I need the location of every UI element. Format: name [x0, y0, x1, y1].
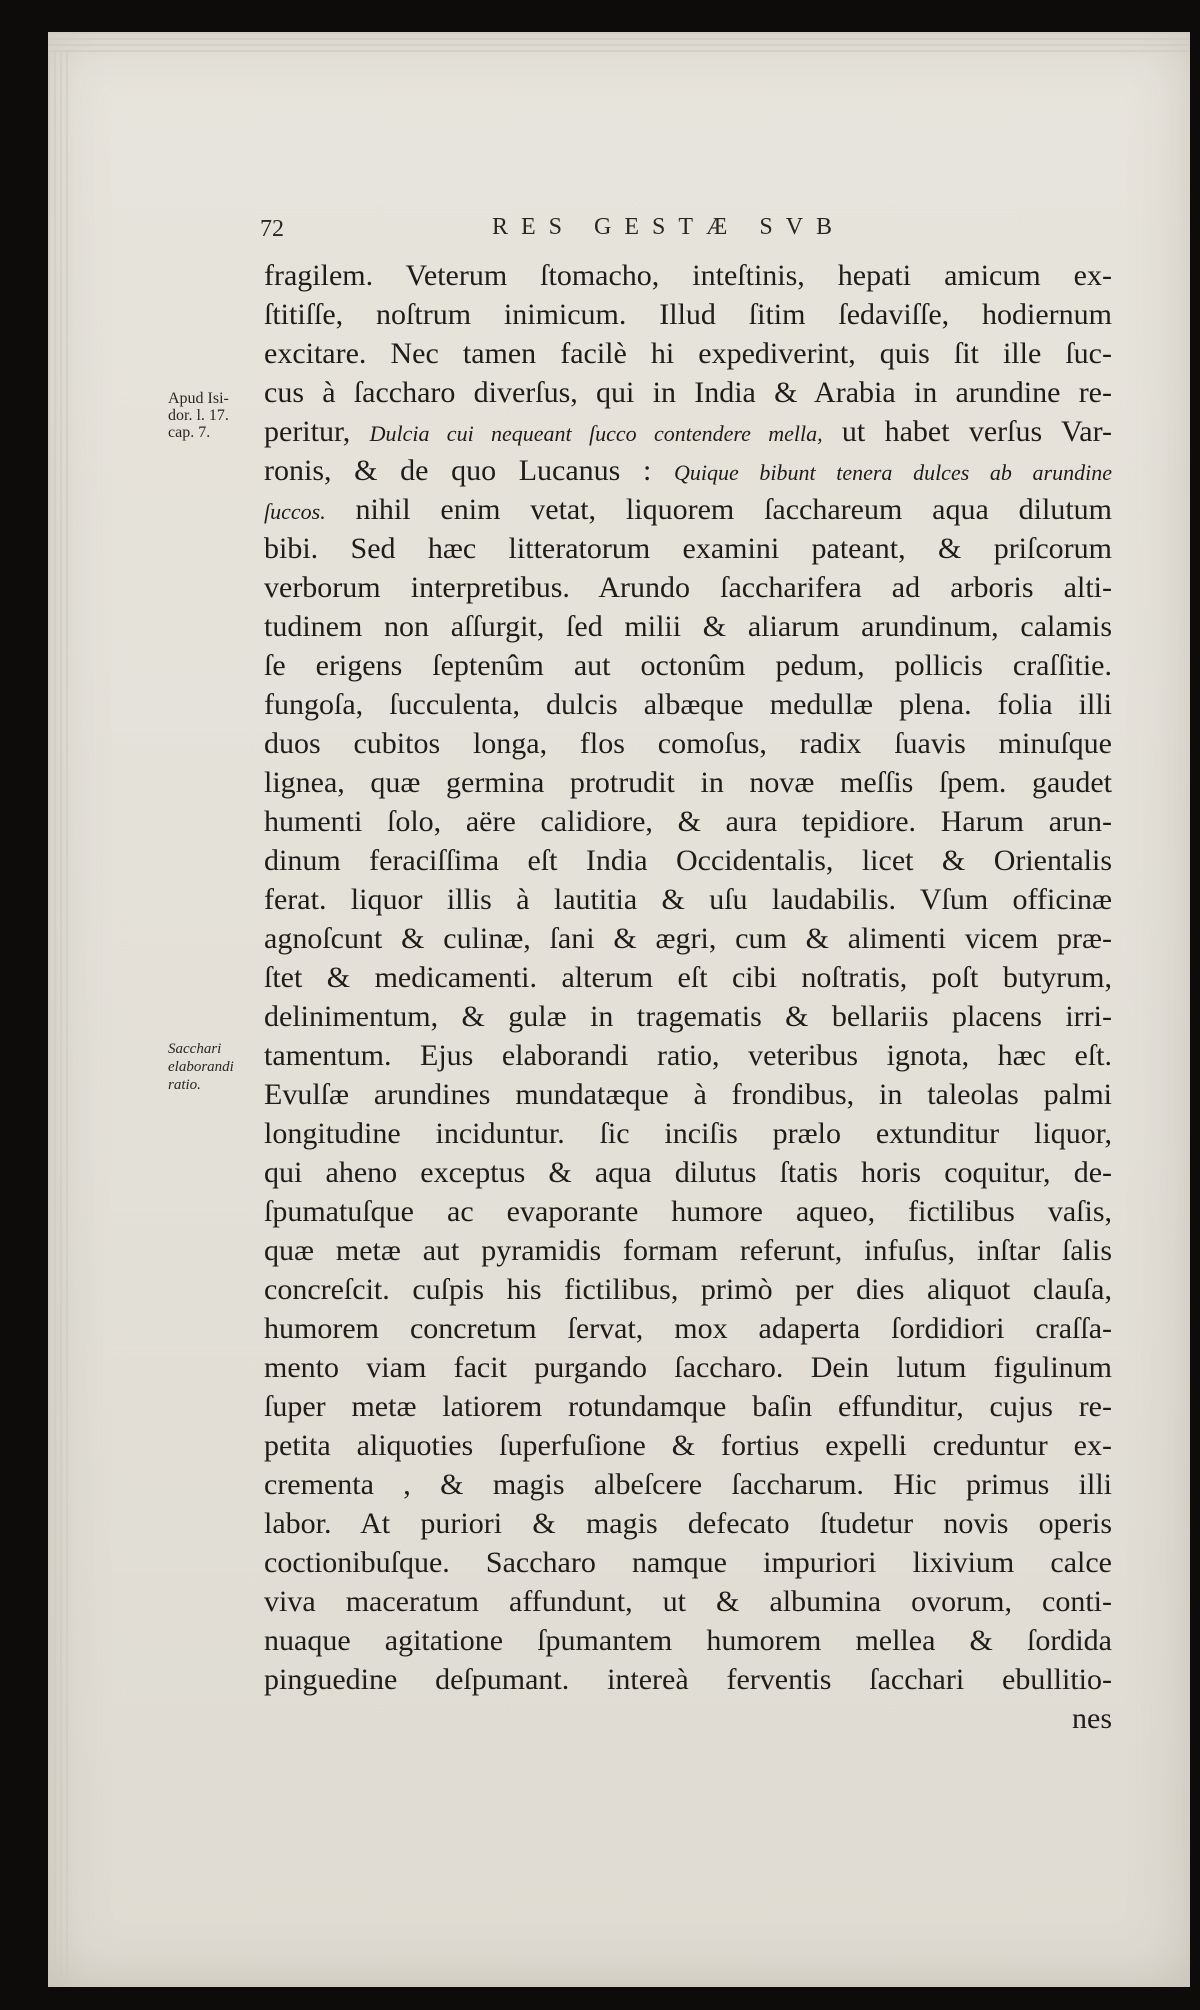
italic-quotation: Quique bibunt tenera dulces ab arundine: [673, 460, 1112, 485]
text-segment: humenti ſolo, aëre calidiore, & aura tepidiore. Harum arun-: [264, 805, 1112, 838]
page-edge: [48, 44, 1190, 46]
text-segment: pinguedine deſpumant. intereà ferventis ſacchari ebullitio-: [264, 1663, 1112, 1696]
text-segment: viva maceratum affundunt, ut & albumina ovorum, conti-: [264, 1585, 1112, 1618]
page-edge: [48, 32, 1190, 34]
text-line: [264, 607, 1112, 646]
text-line: [264, 1348, 1112, 1387]
margin-note-line: Sacchari: [168, 1041, 222, 1057]
text-segment: tamentum. Ejus elaborandi ratio, veteribus ignota, hæc eſt.: [264, 1039, 1112, 1072]
text-line: [264, 1582, 1112, 1621]
text-line: [264, 1387, 1112, 1426]
body-text: [264, 256, 1112, 1738]
text-line: [264, 685, 1112, 724]
text-line: [264, 1270, 1112, 1309]
text-segment: nihil enim vetat, liquorem ſacchareum aqua dilutum: [325, 493, 1112, 526]
text-segment: ſuper metæ latiorem rotundamque baſin effunditur, cujus re-: [264, 1390, 1112, 1423]
text-line: [264, 724, 1112, 763]
text-segment: bibi. Sed hæc litteratorum examini pateant, & priſcorum: [264, 532, 1112, 565]
text-line: [264, 1660, 1112, 1699]
page-edge: [54, 52, 56, 1987]
italic-quotation: Dulcia cui nequeant ſucco contendere mella,: [369, 421, 823, 446]
text-segment: longitudine inciduntur. ſic inciſis prælo extunditur liquor,: [264, 1117, 1112, 1150]
text-segment: fragilem. Veterum ſtomacho, inteſtinis, hepati amicum ex-: [264, 259, 1112, 292]
text-line: [264, 1621, 1112, 1660]
italic-quotation: ſuccos.: [264, 499, 326, 524]
text-segment: ſtitiſſe, noſtrum inimicum. Illud ſitim ſedaviſſe, hodiernum: [264, 298, 1112, 331]
text-line: [264, 1075, 1112, 1114]
text-segment: agnoſcunt & culinæ, ſani & ægri, cum & alimenti vicem præ-: [264, 922, 1112, 955]
text-line: [264, 1114, 1112, 1153]
text-line: [264, 568, 1112, 607]
text-segment: duos cubitos longa, flos comoſus, radix ſuavis minuſque: [264, 727, 1112, 760]
text-segment: cus à ſaccharo diverſus, qui in India & Arabia in arundine re-: [264, 376, 1112, 409]
text-line: [264, 763, 1112, 802]
margin-note-line: cap. 7.: [168, 424, 211, 441]
text-line: [264, 1231, 1112, 1270]
text-segment: peritur,: [264, 415, 370, 448]
margin-note-line: Apud Isi-: [168, 390, 229, 407]
text-line: [264, 880, 1112, 919]
text-line: [264, 412, 1112, 451]
text-line: [264, 1426, 1112, 1465]
text-segment: lignea, quæ germina protrudit in novæ meſſis ſpem. gaudet: [264, 766, 1112, 799]
text-line: [264, 919, 1112, 958]
text-segment: crementa , & magis albeſcere ſaccharum. Hic primus illi: [264, 1468, 1112, 1501]
margin-note-topic: [168, 1040, 260, 1094]
text-line: [264, 295, 1112, 334]
text-line: [264, 997, 1112, 1036]
text-line: [264, 1504, 1112, 1543]
page-edge: [48, 38, 1190, 40]
text-segment: nuaque agitatione ſpumantem humorem mellea & ſordida: [264, 1624, 1112, 1657]
margin-note-line: dor. l. 17.: [168, 407, 229, 424]
text-segment: verborum interpretibus. Arundo ſaccharifera ad arboris alti-: [264, 571, 1112, 604]
text-segment: coctionibuſque. Saccharo namque impuriori lixivium calce: [264, 1546, 1112, 1579]
text-segment: mento viam facit purgando ſaccharo. Dein lutum figulinum: [264, 1351, 1112, 1384]
text-line: [264, 1192, 1112, 1231]
text-segment: concreſcit. cuſpis his fictilibus, primò per dies aliquot clauſa,: [264, 1273, 1112, 1306]
text-line: [264, 841, 1112, 880]
text-segment: ut habet verſus Var-: [822, 415, 1112, 448]
text-segment: ſpumatuſque ac evaporante humore aqueo, fictilibus vaſis,: [264, 1195, 1112, 1228]
margin-note-line: elaborandi: [168, 1059, 234, 1075]
text-segment: Evulſæ arundines mundatæque à frondibus, in taleolas palmi: [264, 1078, 1112, 1111]
margin-note-line: ratio.: [168, 1077, 201, 1093]
text-line: [264, 646, 1112, 685]
text-line: [264, 1153, 1112, 1192]
text-segment: ronis, & de quo Lucanus :: [264, 454, 674, 487]
text-segment: dinum feraciſſima eſt India Occidentalis, licet & Orientalis: [264, 844, 1112, 877]
catchword: nes: [1072, 1702, 1112, 1735]
page-edge: [48, 50, 1190, 52]
text-line: [264, 1036, 1112, 1075]
running-head: RES GESTÆ SVB: [492, 214, 846, 240]
text-segment: labor. At puriori & magis defecato ſtudetur novis operis: [264, 1507, 1112, 1540]
page-header: [260, 216, 1140, 256]
page-edge: [66, 52, 68, 1987]
text-segment: ſe erigens ſeptenûm aut octonûm pedum, pollicis craſſitie.: [264, 649, 1112, 682]
text-segment: tudinem non aſſurgit, ſed milii & aliarum arundinum, calamis: [264, 610, 1112, 643]
text-segment: humorem concretum ſervat, mox adaperta ſordidiori craſſa-: [264, 1312, 1112, 1345]
text-segment: quæ metæ aut pyramidis formam referunt, infuſus, inſtar ſalis: [264, 1234, 1112, 1267]
page-edge: [60, 52, 62, 1987]
text-line: [264, 256, 1112, 295]
text-segment: excitare. Nec tamen facilè hi expediverint, quis ſit ille ſuc-: [264, 337, 1112, 370]
text-line: [264, 958, 1112, 997]
text-line: [264, 373, 1112, 412]
text-line: [264, 1543, 1112, 1582]
text-segment: ſtet & medicamenti. alterum eſt cibi noſtratis, poſt butyrum,: [264, 961, 1112, 994]
text-line: [264, 490, 1112, 529]
text-line: [264, 529, 1112, 568]
text-line: [264, 1465, 1112, 1504]
text-line: [264, 451, 1112, 490]
text-segment: ferat. liquor illis à lautitia & uſu laudabilis. Vſum officinæ: [264, 883, 1112, 916]
text-line: [264, 802, 1112, 841]
text-segment: fungoſa, ſucculenta, dulcis albæque medullæ plena. folia illi: [264, 688, 1112, 721]
text-line: [264, 1309, 1112, 1348]
text-line: [264, 334, 1112, 373]
page-number: 72: [260, 216, 284, 242]
text-segment: petita aliquoties ſuperfuſione & fortius expelli creduntur ex-: [264, 1429, 1112, 1462]
text-segment: qui aheno exceptus & aqua dilutus ſtatis horis coquitur, de-: [264, 1156, 1112, 1189]
page-edge: [48, 52, 50, 1987]
margin-note-citation: [168, 390, 260, 441]
text-segment: delinimentum, & gulæ in tragematis & bellariis placens irri-: [264, 1000, 1112, 1033]
